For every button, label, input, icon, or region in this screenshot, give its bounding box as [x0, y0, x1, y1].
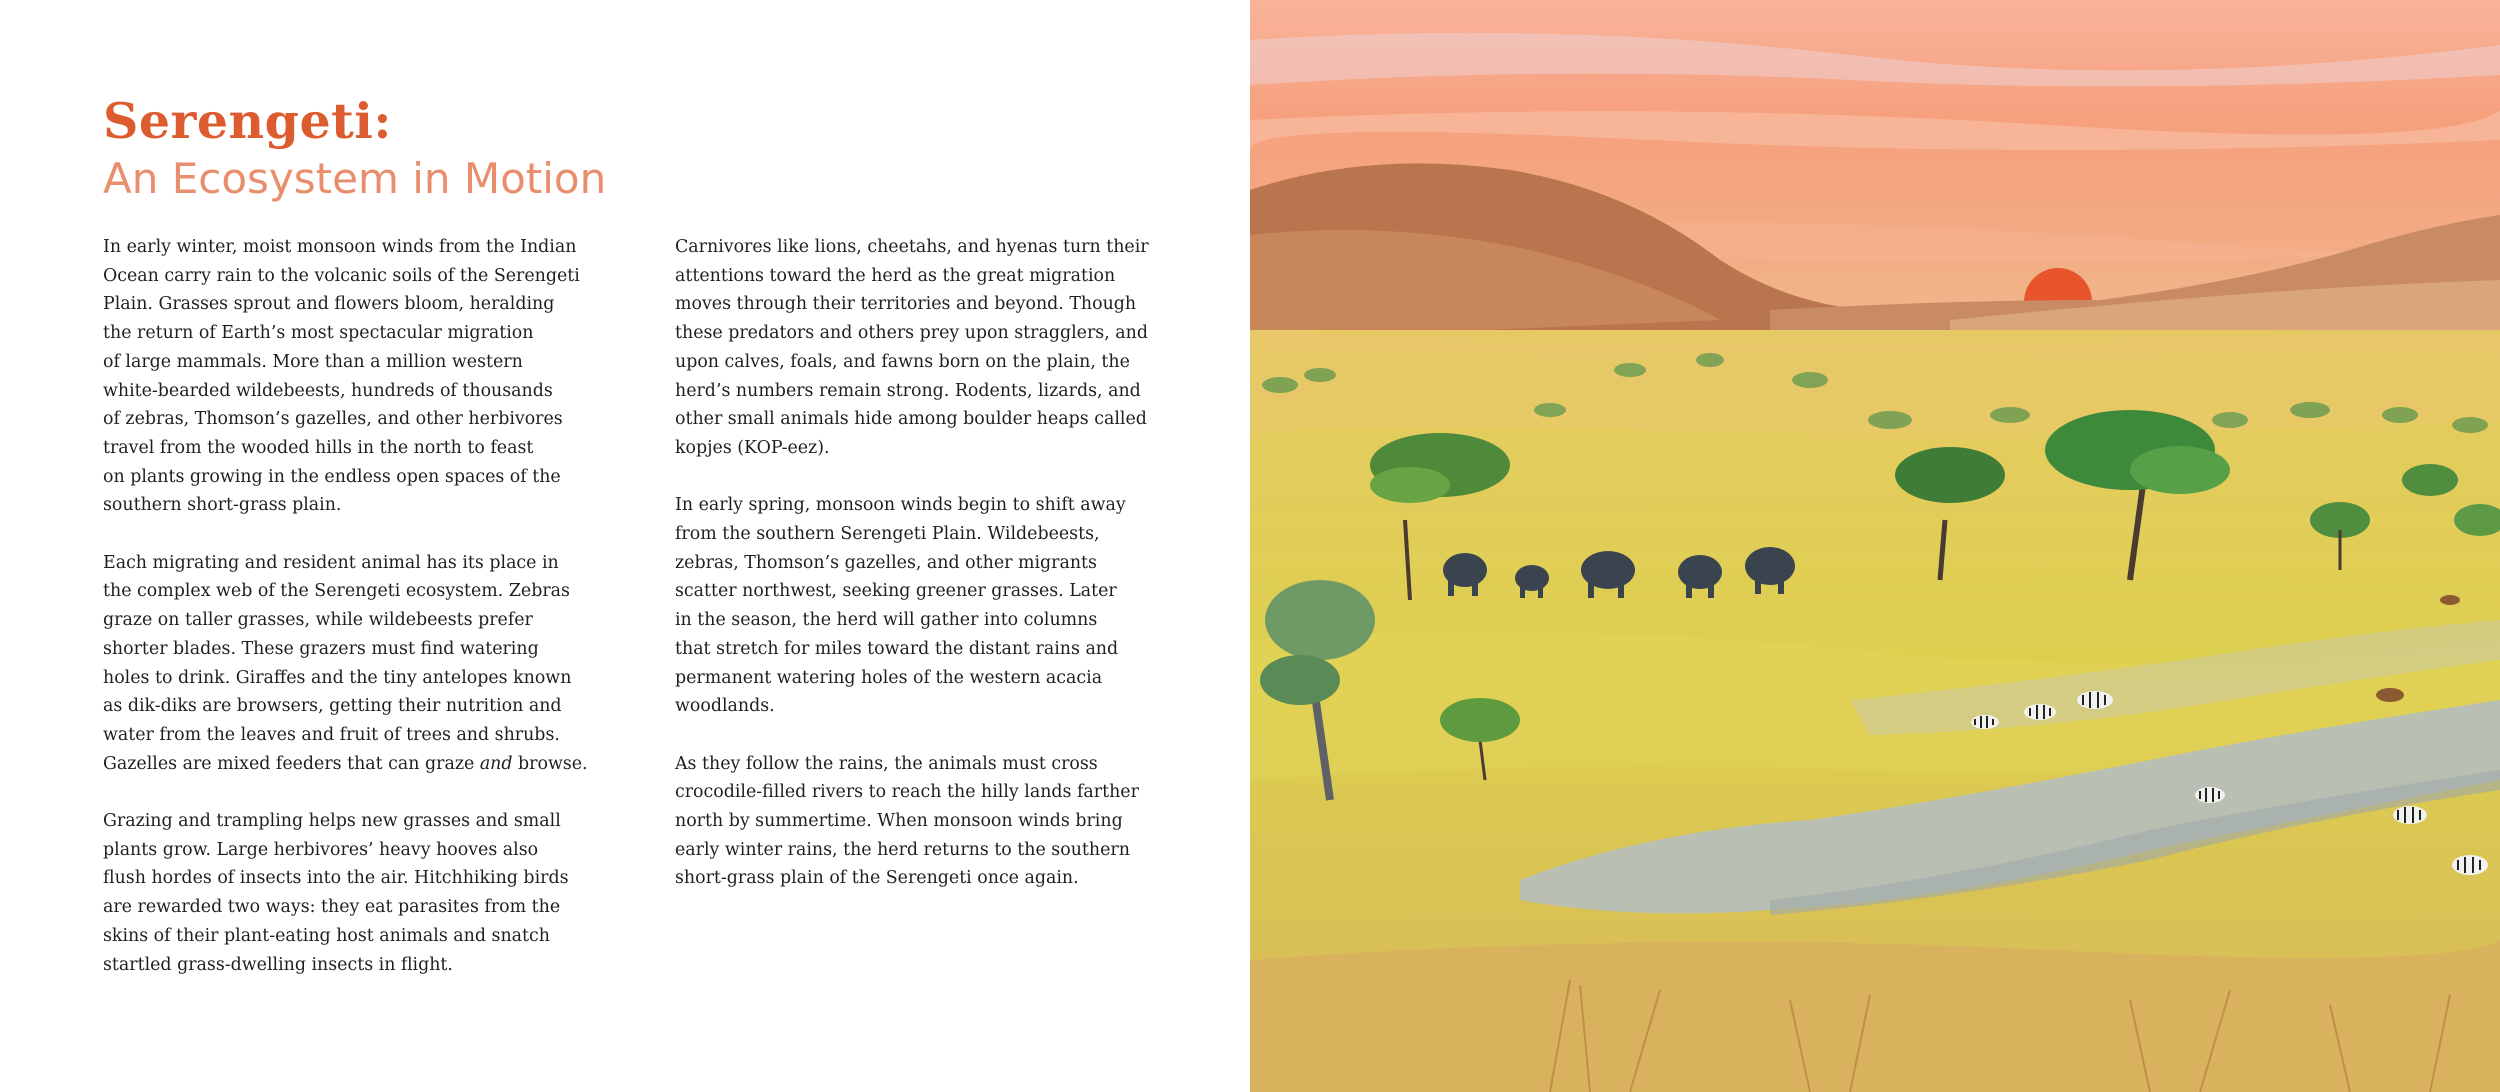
text-line: Plain. Grasses sprout and flowers bloom, heralding [103, 294, 555, 315]
text-line: north by summertime. When monsoon winds bring [675, 811, 1123, 832]
text-line: on plants growing in the endless open spaces of the [103, 466, 561, 487]
text-line: flush hordes of insects into the air. Hitchhiking birds [103, 868, 569, 889]
text-line: of zebras, Thomson’s gazelles, and other herbivores [103, 409, 563, 430]
zebra [2195, 787, 2225, 803]
text-line: attentions toward the herd as the great migration [675, 265, 1116, 286]
text-line: of large mammals. More than a million western [103, 351, 523, 372]
text-line-mixed [103, 750, 593, 779]
paragraph [103, 807, 593, 979]
text-line: holes to drink. Giraffes and the tiny antelopes known [103, 667, 572, 688]
paragraph [675, 491, 1175, 721]
paragraph [103, 233, 593, 520]
paragraph [675, 750, 1175, 894]
text-line: skins of their plant-eating host animals and snatch [103, 925, 550, 946]
zebra [2024, 704, 2056, 720]
text-line: short-grass plain of the Serengeti once again. [675, 868, 1079, 889]
text-line: are rewarded two ways: they eat parasites from the [103, 897, 561, 918]
text-line: Grazing and trampling helps new grasses and small [103, 811, 561, 832]
text-line: zebras, Thomson’s gazelles, and other migrants [675, 552, 1097, 573]
page-subtitle: An Ecosystem in Motion [103, 154, 607, 203]
serengeti-illustration [1250, 0, 2500, 1092]
text-line: in the season, the herd will gather into columns [675, 610, 1098, 631]
text-line: Carnivores like lions, cheetahs, and hyenas turn their [675, 237, 1149, 257]
text-line: the complex web of the Serengeti ecosystem. Zebras [103, 581, 570, 602]
text-line: moves through their territories and beyond. Though [675, 294, 1137, 315]
paragraph [103, 549, 593, 779]
text-line: white-bearded wildebeests, hundreds of thousands [103, 380, 553, 401]
text-line: graze on taller grasses, while wildebeests prefer [103, 610, 533, 631]
antelope [2376, 688, 2404, 702]
antelope [2440, 595, 2460, 605]
zebra [2077, 691, 2113, 709]
page-title: Serengeti: [103, 92, 392, 150]
text-line: As they follow the rains, the animals must cross [675, 753, 1098, 774]
text-line: as dik-diks are browsers, getting their nutrition and [103, 696, 562, 717]
text-column-right [675, 233, 1175, 922]
text-line: scatter northwest, seeking greener grasses. Later [675, 581, 1117, 602]
text-line: kopjes (KOP-eez). [675, 437, 830, 458]
text-line: woodlands. [675, 696, 775, 717]
text-line: travel from the wooded hills in the north to feast [103, 437, 534, 458]
text-line: other small animals hide among boulder heaps called [675, 409, 1147, 430]
landscape-svg [1250, 0, 2500, 1092]
text-line: In early spring, monsoon winds begin to shift away [675, 495, 1126, 516]
text-line: crocodile-filled rivers to reach the hilly lands farther [675, 782, 1139, 803]
zebra [2393, 806, 2427, 824]
text-line: Each migrating and resident animal has its place in [103, 552, 559, 573]
zebra [1971, 715, 1999, 729]
text-line: the return of Earth’s most spectacular migration [103, 323, 534, 344]
paragraph [675, 233, 1175, 463]
text-line: early winter rains, the herd returns to the southern [675, 839, 1130, 860]
text-line: Ocean carry rain to the volcanic soils of the Serengeti [103, 265, 580, 286]
text-line: from the southern Serengeti Plain. Wildebeests, [675, 524, 1100, 545]
text-line: startled grass-dwelling insects in flight. [103, 954, 453, 975]
text-line: southern short-grass plain. [103, 495, 342, 516]
text-line: In early winter, moist monsoon winds from the Indian [103, 237, 577, 257]
text-line: shorter blades. These grazers must find watering [103, 638, 539, 659]
text-line: herd’s numbers remain strong. Rodents, lizards, and [675, 380, 1141, 401]
text-run: Gazelles are mixed feeders that can graze [103, 753, 480, 774]
text-line: these predators and others prey upon stragglers, and [675, 323, 1148, 344]
foreground-grass [1250, 940, 2500, 1092]
text-line: upon calves, foals, and fawns born on the plain, the [675, 351, 1130, 372]
text-line: permanent watering holes of the western acacia [675, 667, 1103, 688]
text-run: browse. [512, 753, 588, 774]
text-line: plants grow. Large herbivores’ heavy hooves also [103, 839, 539, 860]
text-line: that stretch for miles toward the distant rains and [675, 638, 1119, 659]
text-column-left [103, 233, 593, 1008]
zebra [2452, 855, 2488, 875]
emphasis-text: and [479, 753, 513, 774]
text-line: water from the leaves and fruit of trees and shrubs. [103, 724, 560, 745]
